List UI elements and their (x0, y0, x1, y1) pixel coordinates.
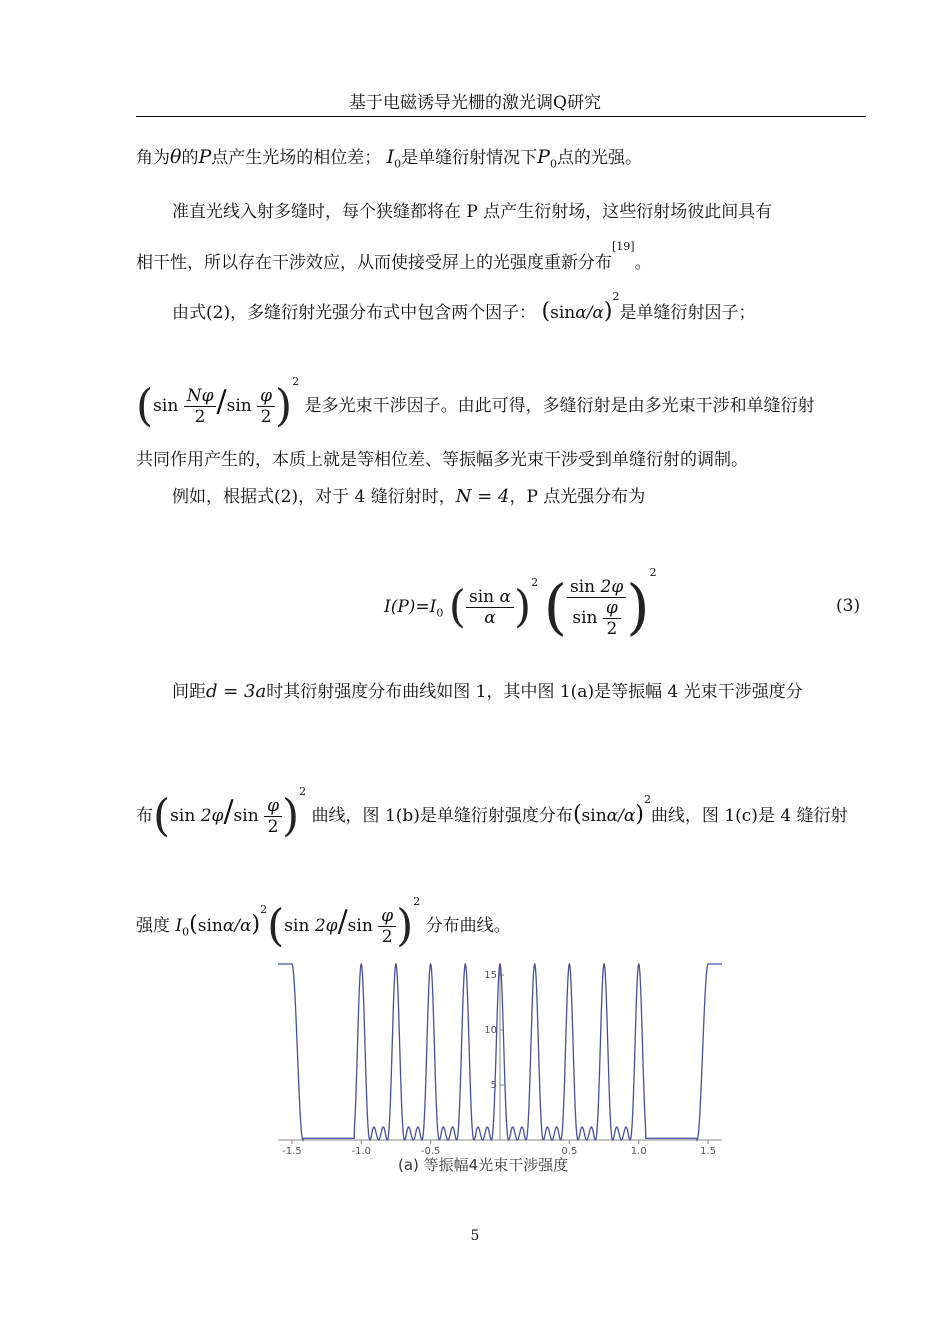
page-number: 5 (470, 1228, 480, 1244)
sin-fn: sin (170, 806, 196, 826)
two-phi: 2φ (314, 916, 338, 936)
text-span: 强度 (136, 916, 170, 936)
paren-close: ) (281, 790, 300, 842)
paren-close: ) (396, 900, 414, 952)
x-tick-label: 1.0 (630, 1146, 647, 1157)
citation: [19] (612, 240, 635, 253)
sin-fn: sin (468, 587, 495, 607)
paren-close: ) (275, 380, 293, 432)
denominator: 2 (260, 407, 272, 427)
sin-fn: sin (226, 396, 252, 416)
paren-open: ( (448, 581, 466, 633)
paragraph-line-2b (136, 235, 652, 275)
square-exp: 2 (292, 375, 300, 388)
numerator (466, 587, 514, 608)
x-tick-label: 1.5 (700, 1146, 717, 1157)
two-phi: 2φ (200, 806, 224, 826)
fraction-phi (603, 598, 621, 639)
alpha-ratio: α/α (222, 916, 252, 936)
fraction-phi (378, 906, 396, 947)
square-exp: 2 (612, 290, 620, 303)
paren-open: ( (189, 912, 198, 937)
text-span: 时其衍射强度分布曲线如图 1，其中图 1(a)是等振幅 4 光束干涉强度分 (266, 682, 803, 702)
alpha-symbol: α (499, 587, 511, 607)
paren-open: ( (136, 380, 154, 432)
d-equals-3a: d = 3a (206, 681, 267, 702)
denominator: 2 (381, 927, 393, 947)
two-phi: 2φ (600, 576, 624, 597)
text-span: 相干性，所以存在干涉效应，从而使接受屏上的光强度重新分布 (136, 253, 612, 273)
paragraph-line-3 (172, 285, 756, 325)
text-span: 间距 (172, 682, 206, 702)
sin-fn: sin (581, 806, 607, 826)
square-exp: 2 (260, 903, 268, 916)
eq-equals: = (415, 597, 430, 617)
numerator: φ (264, 796, 282, 817)
subscript-zero: 0 (182, 925, 190, 939)
equation-3 (384, 548, 657, 643)
paren-open: ( (572, 802, 582, 827)
text-span: 点产生光场的相位差； (211, 148, 382, 168)
paragraph-line-4b: 共同作用产生的，本质上就是等相位差、等振幅多光束干涉受到单缝衍射的调制。 (136, 450, 748, 470)
x-tick-label: -1.5 (282, 1146, 302, 1157)
sin-fn: sin (569, 576, 596, 597)
i0-symbol: I (386, 146, 395, 168)
sin-fn: sin (197, 916, 223, 936)
denominator (569, 598, 623, 639)
i0-symbol: I (175, 916, 183, 936)
text-span: ，P 点光强分布为 (509, 487, 646, 507)
alpha-ratio: α/α (575, 303, 604, 323)
header-rule (136, 116, 866, 117)
text-span: 曲线，图 1(b)是单缝衍射强度分布 (311, 806, 573, 826)
paren-open: ( (153, 790, 171, 842)
subscript-zero: 0 (436, 606, 444, 620)
text-span: 由式(2)，多缝衍射光强分布式中包含两个因子： (172, 303, 537, 323)
n-equals-4: N = 4 (455, 486, 510, 507)
paren-close: ) (635, 802, 644, 827)
paragraph-line-4a (136, 360, 815, 432)
text-span: 点的光强。 (556, 148, 642, 168)
slash: / (337, 904, 348, 939)
fraction-phi (257, 386, 275, 427)
paren-close: ) (603, 299, 613, 324)
paragraph-line-5 (172, 485, 645, 509)
eq-i0: I (429, 597, 437, 617)
text-span: 是单缝衍射因子； (619, 303, 756, 323)
p0-symbol: P (537, 146, 550, 168)
square-exp: 2 (299, 785, 307, 798)
sin-fn: sin (550, 303, 576, 323)
text-span: 分布曲线。 (425, 916, 511, 936)
subscript-zero: 0 (549, 157, 557, 171)
square-exp: 2 (413, 895, 421, 908)
text-span: 是单缝衍射情况下 (401, 148, 538, 168)
slash: / (216, 384, 227, 419)
paren-close: ) (626, 572, 650, 643)
denominator: 2 (267, 817, 279, 837)
equation-number: (3) (836, 596, 861, 616)
square-exp: 2 (531, 576, 539, 589)
theta-symbol: θ (170, 146, 182, 168)
numerator: φ (603, 598, 621, 619)
paragraph-line-6 (172, 680, 803, 704)
sin-fn: sin (153, 396, 179, 416)
fraction-phi (264, 796, 282, 837)
fraction-sin2phi (567, 577, 626, 639)
paren-close: ) (513, 581, 532, 633)
square-exp: 2 (643, 793, 651, 806)
paren-close: ) (251, 912, 261, 937)
y-tick-label: 15 (484, 970, 497, 981)
text-span: 是多光束干涉因子。由此可得，多缝衍射是由多光束干涉和单缝衍射 (304, 396, 815, 416)
square-exp: 2 (649, 566, 657, 579)
text-span: 的 (181, 148, 199, 168)
paren-open: ( (541, 299, 551, 324)
denominator: α (484, 608, 496, 628)
slash: / (223, 794, 234, 829)
paren-open: ( (267, 900, 285, 952)
sin-fn: sin (572, 607, 598, 628)
p-symbol: P (198, 146, 212, 168)
y-tick-label: 5 (490, 1080, 497, 1091)
numerator: Nφ (184, 386, 217, 407)
fraction-sin-alpha (466, 587, 514, 628)
x-tick-label: -0.5 (420, 1146, 441, 1157)
numerator: φ (257, 386, 275, 407)
paragraph-line-2a: 准直光线入射多缝时，每个狭缝都将在 P 点产生衍射场，这些衍射场彼此间具有 (172, 202, 773, 222)
paragraph-line-1 (136, 145, 642, 176)
page-header-title: 基于电磁诱导光栅的激光调Q研究 (349, 93, 601, 113)
paragraph-line-7 (136, 770, 848, 842)
numerator: φ (378, 906, 396, 927)
denominator: 2 (606, 618, 618, 639)
sin-fn: sin (233, 806, 259, 826)
interference-chart (270, 958, 730, 1158)
sin-fn: sin (284, 916, 310, 936)
text-span: 。 (634, 253, 652, 273)
text-span: 例如，根据式(2)，对于 4 缝衍射时， (172, 487, 456, 507)
denominator: 2 (194, 407, 206, 427)
paragraph-line-8 (136, 880, 511, 954)
figure-caption: (a) 等振幅4光束干涉强度 (398, 1156, 569, 1174)
paren-open: ( (543, 572, 567, 643)
x-tick-label: 0.5 (561, 1146, 578, 1157)
text-span: 曲线，图 1(c)是 4 缝衍射 (650, 806, 848, 826)
subscript-zero: 0 (394, 157, 402, 171)
text-span: 布 (136, 806, 153, 826)
y-tick-label: 10 (484, 1025, 497, 1036)
sin-fn: sin (347, 916, 373, 936)
numerator (567, 577, 626, 598)
text-span: 角为 (136, 148, 170, 168)
chart-layer (278, 964, 722, 1157)
fraction-n-phi (184, 386, 217, 427)
eq-lhs: I(P) (384, 597, 416, 617)
alpha-ratio: α/α (606, 806, 636, 826)
x-tick-label: -1.0 (351, 1146, 372, 1157)
